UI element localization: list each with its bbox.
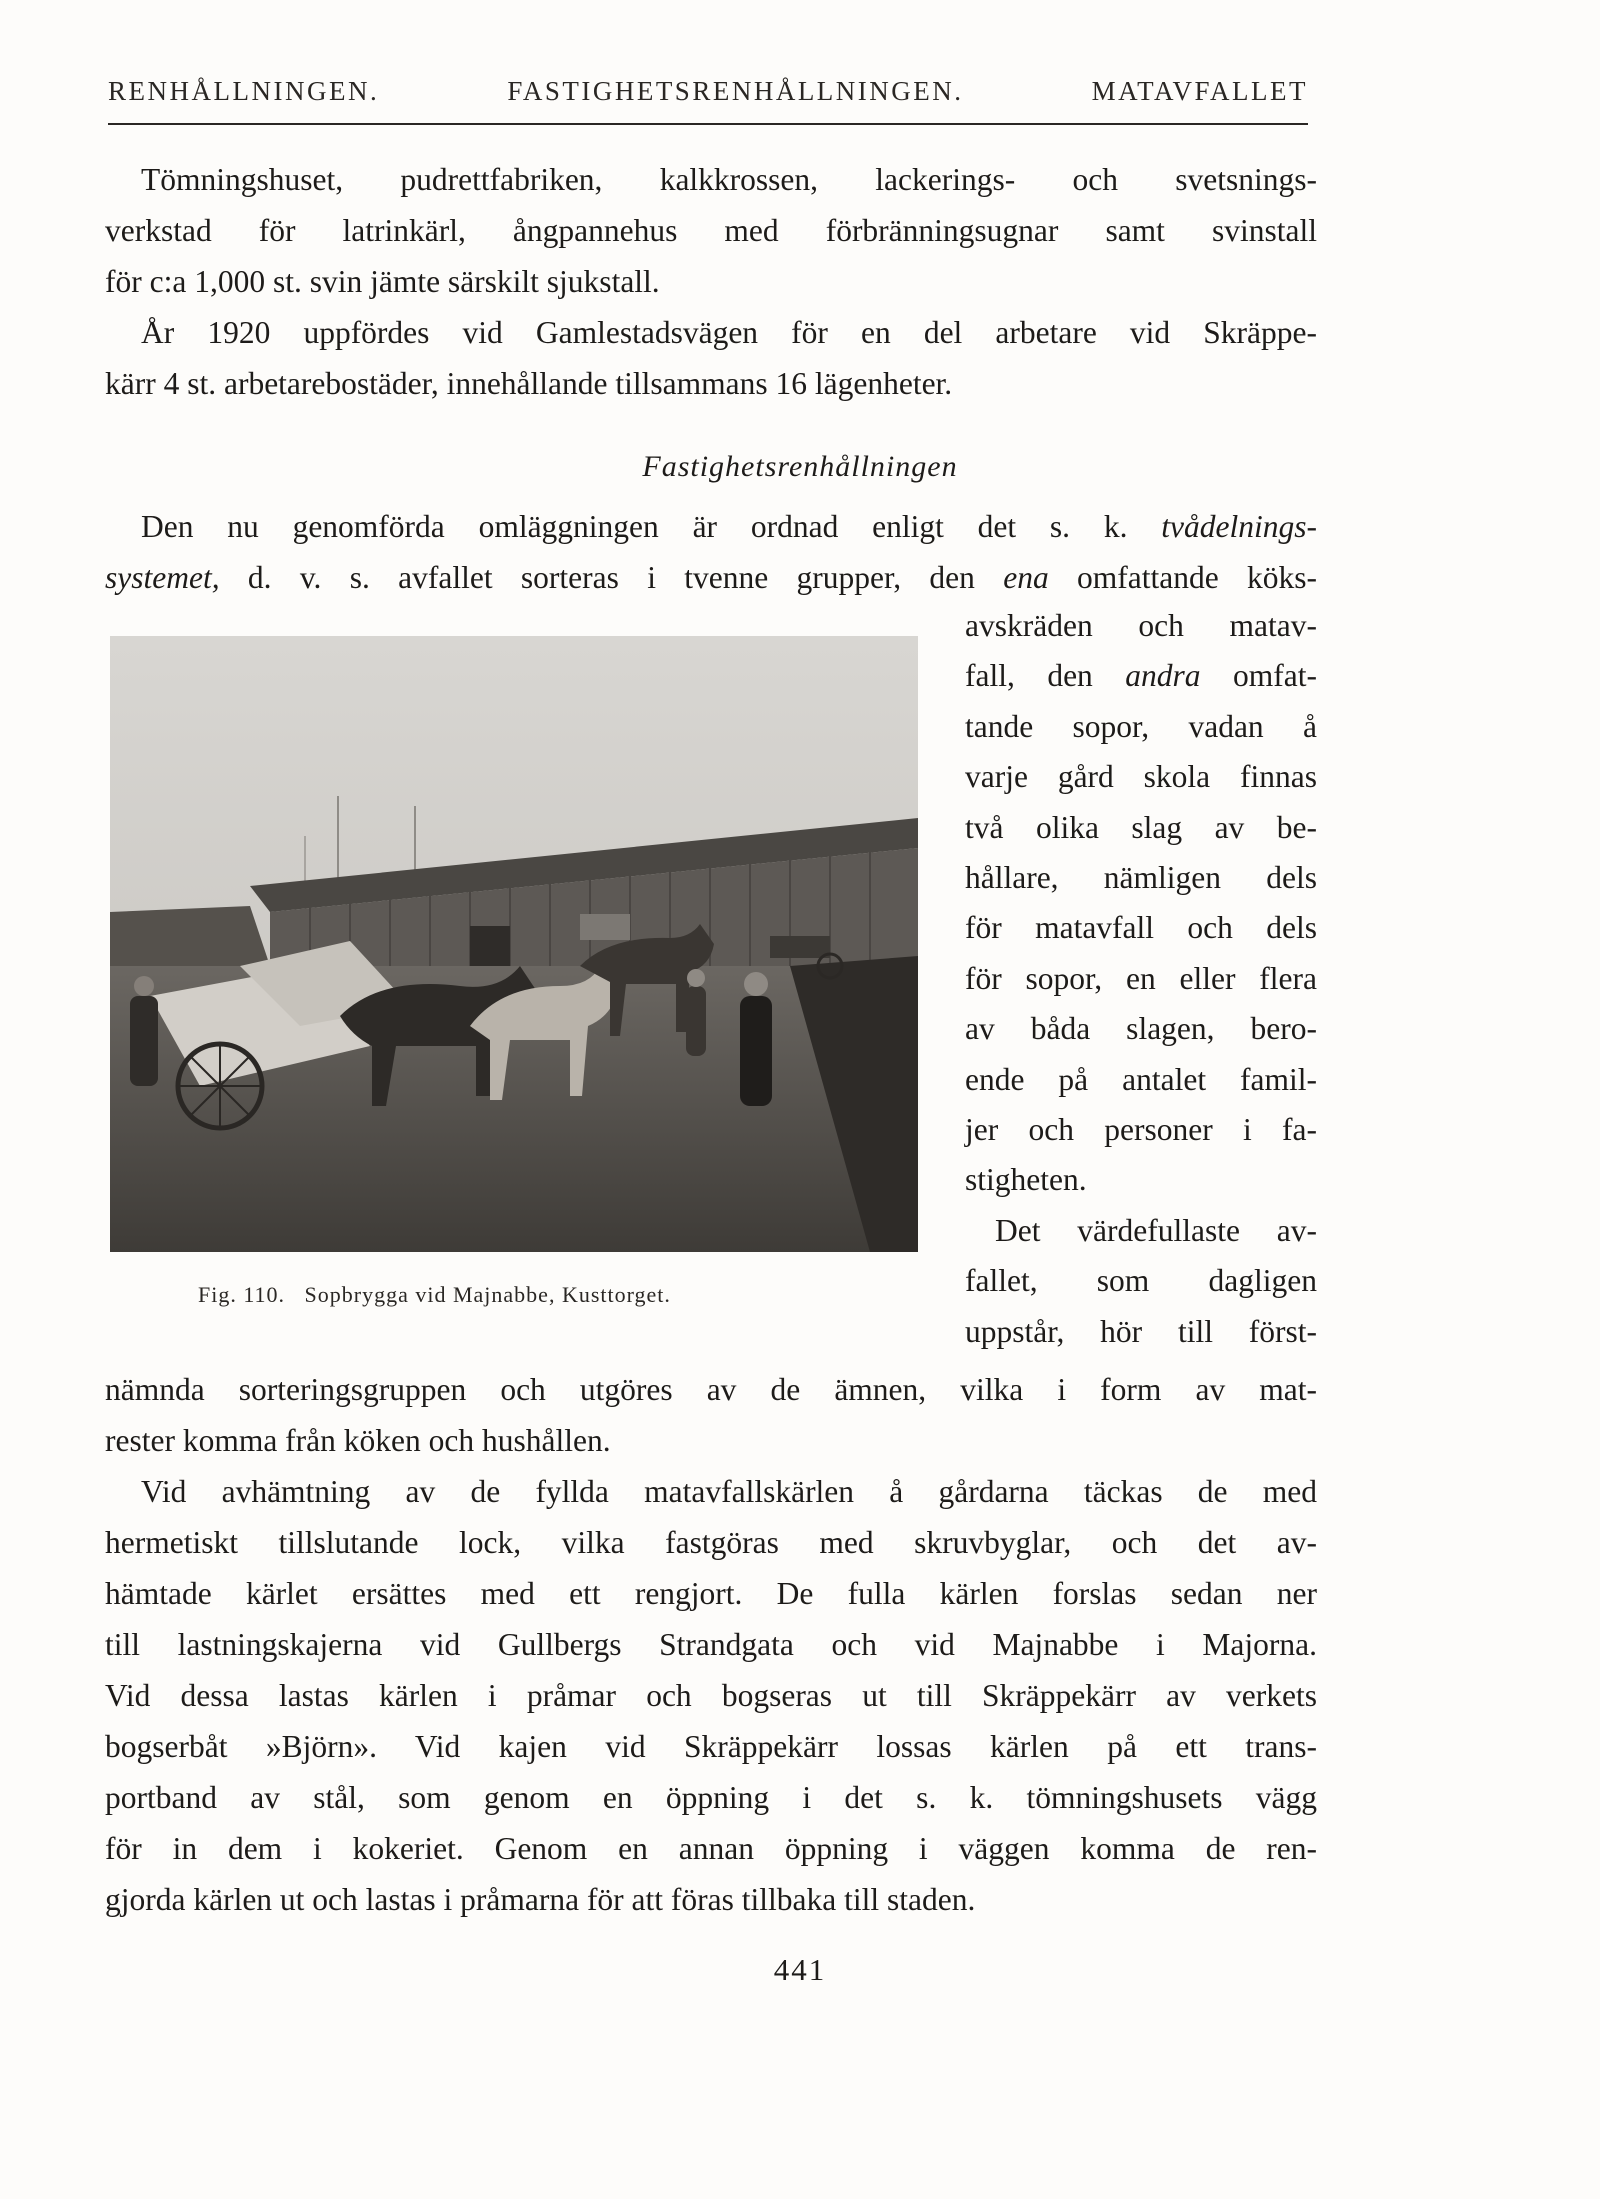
text-line <box>105 501 1317 552</box>
text-run: d. v. s. avfallet sorteras i tvenne grupper, den <box>247 560 975 595</box>
figure-number: Fig. 110. <box>198 1282 286 1307</box>
figure-caption <box>198 1282 671 1308</box>
text-line: av båda slagen, bero- <box>965 1011 1317 1047</box>
text-line: År 1920 uppfördes vid Gamlestadsvägen för en del arbetare vid Skräppe- <box>141 315 1317 350</box>
text-line: hämtade kärlet ersättes med ett rengjort. De fulla kärlen forslas sedan ner <box>105 1576 1317 1611</box>
photograph-illustration <box>110 636 918 1252</box>
text-line: bogserbåt »Björn». Vid kajen vid Skräppekärr lossas kärlen på ett trans- <box>105 1729 1317 1764</box>
text-line: Vid avhämtning av de fyllda matavfallskärlen å gårdarna täckas de med <box>141 1474 1317 1509</box>
text-line: hållare, nämligen dels <box>965 860 1317 896</box>
text-line: Det värdefullaste av- <box>995 1212 1317 1248</box>
text-run: omfat- <box>1233 658 1318 694</box>
text-line <box>965 651 1317 701</box>
photograph <box>110 636 918 1252</box>
text-line: verkstad för latrinkärl, ångpannehus med förbränningsugnar samt svinstall <box>105 213 1317 248</box>
text-line: nämnda sorteringsgruppen och utgöres av de ämnen, vilka i form av mat- <box>105 1372 1317 1407</box>
italic-term: andra <box>1125 658 1201 694</box>
text-line <box>105 552 1317 603</box>
italic-term: tvådelnings- <box>1161 509 1317 544</box>
page-number: 441 <box>773 1952 827 1987</box>
text-line: för in dem i kokeriet. Genom en annan öppning i väggen komma de ren- <box>105 1831 1317 1866</box>
text-line: kärr 4 st. arbetarebostäder, innehållande tillsammans 16 lägenheter. <box>105 366 953 401</box>
text-line: till lastningskajerna vid Gullbergs Strandgata och vid Majnabbe i Majorna. <box>105 1627 1317 1662</box>
text-line: ende på antalet famil- <box>965 1061 1317 1097</box>
text-run: omfattande köks- <box>1077 560 1318 595</box>
text-line: varje gård skola finnas <box>965 759 1317 795</box>
paragraph-1 <box>105 154 1317 307</box>
text-line: för matavfall och dels <box>965 910 1317 946</box>
paragraph-5 <box>105 1466 1317 1925</box>
paragraph-3-head <box>105 501 1317 603</box>
paragraph-4-tail <box>105 1364 1317 1466</box>
running-head-right: MATAVFALLET <box>1091 76 1308 106</box>
italic-term: ena <box>1003 560 1049 595</box>
text-run: fall, den <box>965 658 1093 694</box>
text-line: avskräden och matav- <box>965 608 1317 643</box>
text-line: hermetiskt tillslutande lock, vilka fastgöras med skruvbyglar, och det av- <box>105 1525 1317 1560</box>
text-run: Den nu genomförda omläggningen är ordnad enligt det s. k. <box>141 509 1128 544</box>
figure-caption-text: Sopbrygga vid Majnabbe, Kusttorget. <box>304 1282 671 1307</box>
text-line: Vid dessa lastas kärlen i pråmar och bogseras ut till Skräppekärr av verkets <box>105 1678 1317 1713</box>
header-rule <box>108 123 1308 125</box>
text-line: Tömningshuset, pudrettfabriken, kalkkrossen, lackerings- och svetsnings- <box>141 162 1317 197</box>
section-heading: Fastighetsrenhållningen <box>642 450 958 483</box>
italic-term: systemet, <box>105 560 220 595</box>
text-line: gjorda kärlen ut och lastas i pråmarna för att föras tillbaka till staden. <box>105 1882 976 1917</box>
paragraph-2 <box>105 307 1317 409</box>
text-line: för c:a 1,000 st. svin jämte särskilt sjukstall. <box>105 264 660 299</box>
text-line: för sopor, en eller flera <box>965 960 1317 996</box>
text-line: tande sopor, vadan å <box>965 708 1317 744</box>
running-head-center: FASTIGHETSRENHÅLLNINGEN. <box>507 76 964 106</box>
text-line: rester komma från köken och hushållen. <box>105 1423 611 1458</box>
text-line: portband av stål, som genom en öppning i det s. k. tömningshusets vägg <box>105 1780 1317 1815</box>
running-head-left: RENHÅLLNINGEN. <box>108 76 380 106</box>
text-line: stigheten. <box>965 1162 1087 1198</box>
side-column-text <box>965 601 1317 1357</box>
text-line: fallet, som dagligen <box>965 1263 1317 1299</box>
running-head <box>108 76 1308 107</box>
text-line: jer och personer i fa- <box>965 1112 1317 1148</box>
text-line: uppstår, hör till först- <box>965 1313 1317 1349</box>
text-line: två olika slag av be- <box>965 809 1317 845</box>
